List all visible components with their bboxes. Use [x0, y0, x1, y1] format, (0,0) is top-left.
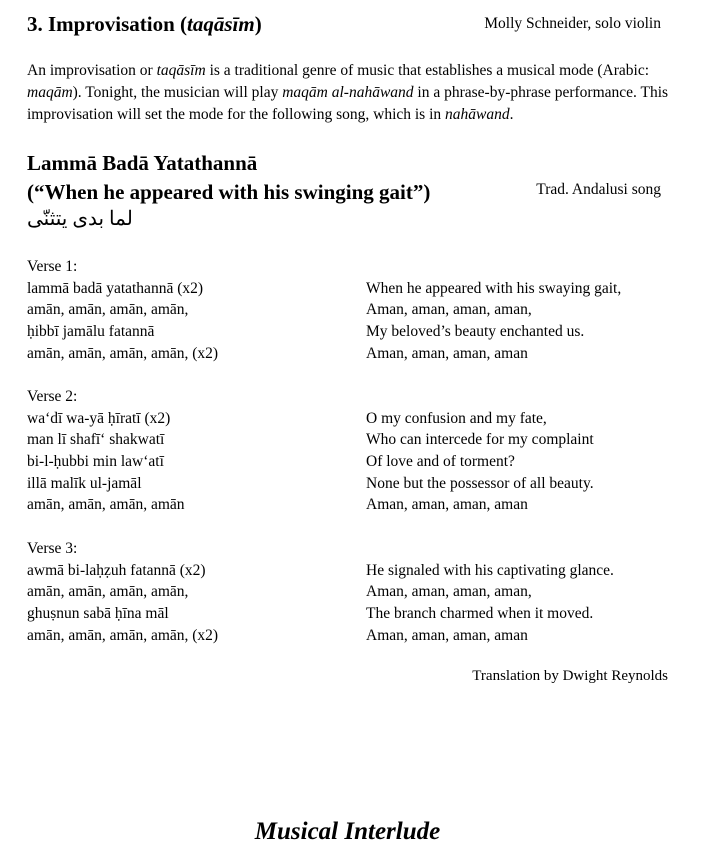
verse-line-original: amān, amān, amān, amān, (x2) — [27, 626, 219, 644]
verse-line-translation: Aman, aman, aman, aman — [366, 496, 528, 514]
verse-line-original: wa‘dī wa-yā ḥīratī (x2) — [27, 409, 171, 427]
intro-term-4: nahāwand — [445, 106, 510, 123]
verse-line-translation: The branch charmed when it moved. — [366, 605, 594, 623]
verse-line-original: amān, amān, amān, amān — [27, 496, 185, 514]
verse-line-original: amān, amān, amān, amān, — [27, 301, 189, 319]
verse-2-translation — [366, 408, 686, 516]
song-title-block — [27, 149, 430, 207]
verse-label: Verse 2: — [27, 388, 78, 405]
performer-credit: Molly Schneider, solo violin — [484, 15, 661, 32]
intro-text-3: ). Tonight, the musician will play — [72, 84, 283, 101]
verse-line-translation: My beloved’s beauty enchanted us. — [366, 323, 585, 341]
verse-line-original: man lī shafī‘ shakwatī — [27, 431, 165, 449]
intro-text-2: is a traditional genre of music that establishes a musical mode (Arabic: — [205, 62, 650, 79]
verse-label: Verse 3: — [27, 540, 78, 557]
intro-text-1: An improvisation or — [27, 62, 157, 79]
translator-credit: Translation by Dwight Reynolds — [472, 668, 668, 684]
verse-line-translation: Aman, aman, aman, aman, — [366, 583, 532, 601]
verse-line-translation: When he appeared with his swaying gait, — [366, 279, 622, 297]
verse-line-original: awmā bi-laḥẓuh fatannā (x2) — [27, 561, 206, 579]
verse-line-original: ḥibbī jamālu fatannā — [27, 323, 155, 341]
song-title: Lammā Badā Yatathannā — [27, 151, 258, 175]
next-section-title: Musical Interlude — [254, 818, 441, 845]
verse-3-original — [27, 538, 357, 646]
verse-line-translation: Aman, aman, aman, aman, — [366, 301, 532, 319]
intro-term-2: maqām — [27, 84, 73, 101]
verse-line-translation: Of love and of torment? — [366, 453, 515, 471]
section-title-suffix: ) — [254, 12, 262, 36]
verse-line-original: bi-l-ḥubbi min law‘atī — [27, 453, 164, 471]
verse-1-translation — [366, 278, 686, 365]
verse-2-original — [27, 386, 357, 516]
verse-1-original — [27, 256, 357, 364]
verse-line-original: ghuṣnun sabā ḥīna māl — [27, 605, 169, 623]
intro-paragraph — [27, 60, 687, 126]
song-arabic-title: لما بدى يتثنّى — [27, 208, 133, 230]
verse-line-translation: Aman, aman, aman, aman — [366, 344, 528, 362]
verse-label: Verse 1: — [27, 258, 78, 275]
verse-line-original: amān, amān, amān, amān, — [27, 583, 189, 601]
verse-line-translation: None but the possessor of all beauty. — [366, 474, 594, 492]
intro-term-3: maqām al-nahāwand — [282, 84, 414, 101]
section-title — [27, 12, 262, 37]
intro-text-4: in a phrase-by-phrase performance. This improvisation will set the mode for the following song, which is in — [27, 84, 669, 123]
song-attribution: Trad. Andalusi song — [536, 181, 661, 198]
intro-term-1: taqāsīm — [156, 62, 206, 79]
verse-line-original: illā malīk ul-jamāl — [27, 474, 142, 492]
verse-line-translation: Aman, aman, aman, aman — [366, 626, 528, 644]
verse-3-translation — [366, 560, 686, 647]
verse-line-translation: O my confusion and my fate, — [366, 409, 547, 427]
song-subtitle: (“When he appeared with his swinging gait”) — [27, 180, 431, 204]
verse-line-original: lammā badā yatathannā (x2) — [27, 279, 204, 297]
section-title-term: taqāsīm — [187, 12, 255, 36]
section-title-prefix: 3. Improvisation ( — [27, 12, 188, 36]
verse-line-translation: He signaled with his captivating glance. — [366, 561, 614, 579]
verse-line-translation: Who can intercede for my complaint — [366, 431, 594, 449]
intro-text-5: . — [509, 106, 514, 123]
verse-line-original: amān, amān, amān, amān, (x2) — [27, 344, 219, 362]
